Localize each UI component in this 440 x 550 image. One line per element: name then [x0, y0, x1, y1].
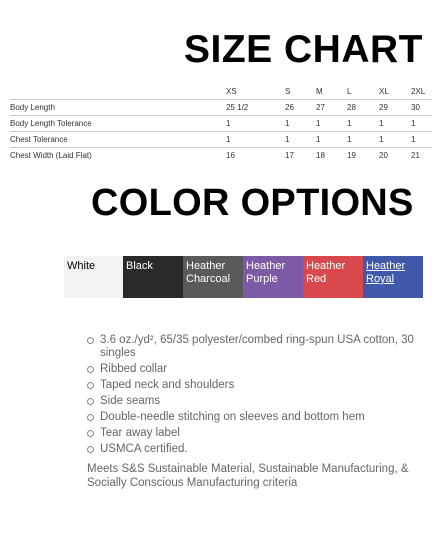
feature-text: Taped neck and shoulders: [100, 379, 235, 391]
row-label: Chest Width (Laid Flat): [10, 151, 92, 160]
bullet-icon: [87, 366, 94, 373]
table-cell: 21: [411, 151, 420, 160]
swatch-label: Heather Red: [306, 260, 346, 285]
feature-text: 3.6 oz./yd², 65/35 polyester/combed ring-spun USA cotton, 30 singles: [100, 334, 414, 359]
list-item: [86, 411, 416, 424]
table-cell: 19: [347, 151, 356, 160]
bullet-icon: [87, 337, 94, 344]
size-chart-table: [10, 84, 432, 163]
table-cell: 1: [379, 116, 411, 132]
row-label: Body Length Tolerance: [10, 116, 226, 132]
row-label: Chest Tolerance: [10, 132, 226, 148]
size-header-l: L: [347, 84, 379, 100]
bullet-icon: [87, 382, 94, 389]
table-cell: 1: [226, 132, 285, 148]
row-label: Body Length: [10, 100, 226, 116]
table-row: [10, 132, 432, 148]
size-header-xl: XL: [379, 84, 411, 100]
feature-text: Ribbed collar: [100, 363, 168, 375]
swatch-heather-purple[interactable]: [243, 256, 303, 298]
table-cell: 1: [285, 132, 316, 148]
table-cell: 1: [411, 132, 432, 148]
size-chart-title: SIZE CHART: [184, 28, 423, 71]
table-cell: 18: [316, 151, 325, 160]
size-header-s: S: [285, 84, 316, 100]
table-cell: 30: [411, 100, 432, 116]
swatch-label: Black: [126, 260, 153, 272]
table-cell: 20: [379, 151, 388, 160]
sustainability-note: Meets S&S Sustainable Material, Sustainable Manufacturing, & Socially Conscious Manufacturing criteria: [87, 463, 409, 489]
bullet-icon: [87, 398, 94, 405]
feature-text: Tear away label: [100, 427, 180, 439]
feature-list: [86, 334, 416, 459]
table-cell: 26: [285, 100, 316, 116]
list-item: [86, 395, 416, 408]
table-cell: 1: [347, 132, 379, 148]
table-row: [10, 116, 432, 132]
feature-text: Side seams: [100, 395, 161, 407]
list-item: [86, 334, 416, 360]
bullet-icon: [87, 430, 94, 437]
swatch-heather-charcoal[interactable]: [183, 256, 243, 298]
size-chart-header-row: [10, 84, 432, 100]
swatch-black[interactable]: [123, 256, 183, 298]
swatch-link-label[interactable]: Heather Royal: [366, 260, 406, 285]
feature-text: USMCA certified.: [100, 443, 188, 455]
table-row: [10, 100, 432, 116]
swatch-label: White: [67, 260, 96, 272]
bullet-icon: [87, 414, 94, 421]
table-cell: 16: [226, 151, 235, 160]
table-cell: 1: [347, 116, 379, 132]
table-cell: 1: [285, 116, 316, 132]
swatch-white[interactable]: [64, 256, 123, 298]
table-cell: 29: [379, 100, 411, 116]
swatch-label: Heather Charcoal: [186, 260, 231, 285]
size-header-m: M: [316, 84, 347, 100]
list-item: [86, 363, 416, 376]
color-options-title: COLOR OPTIONS: [91, 182, 414, 224]
size-header-cell: [10, 84, 226, 100]
table-cell: 1: [316, 132, 347, 148]
table-cell: 1: [411, 116, 432, 132]
size-header-xs: XS: [226, 84, 285, 100]
table-cell: 27: [316, 100, 347, 116]
swatch-label: Heather Purple: [246, 260, 286, 285]
list-item: [86, 379, 416, 392]
table-cell: 1: [379, 132, 411, 148]
table-cell: 17: [285, 151, 294, 160]
size-header-2xl: 2XL: [411, 84, 432, 100]
table-cell: 1: [226, 116, 285, 132]
bullet-icon: [87, 446, 94, 453]
table-cell: 1: [316, 116, 347, 132]
table-row: [10, 148, 432, 164]
table-cell: 28: [347, 100, 379, 116]
feature-text: Double-needle stitching on sleeves and bottom hem: [100, 411, 365, 423]
list-item: [86, 427, 416, 440]
swatch-heather-red[interactable]: [303, 256, 363, 298]
swatch-heather-royal[interactable]: [363, 256, 423, 298]
list-item: [86, 443, 416, 456]
table-cell: 25 1/2: [226, 100, 285, 116]
